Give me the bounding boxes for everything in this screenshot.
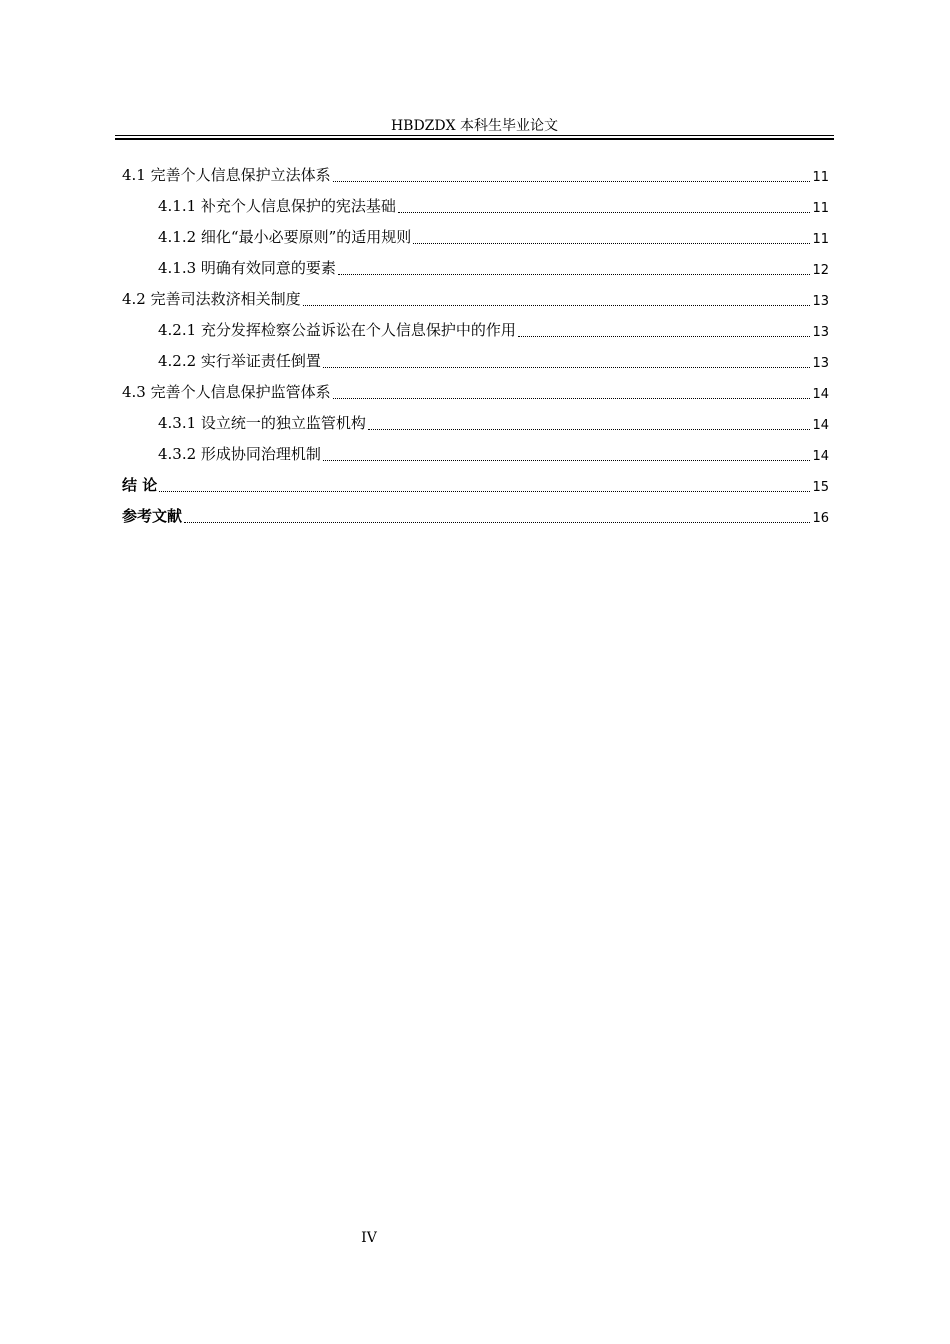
toc-entry-title: 4.2.1 充分发挥检察公益诉讼在个人信息保护中的作用 xyxy=(158,321,516,339)
header-title: HBDZDX 本科生毕业论文 xyxy=(390,118,559,134)
toc-entry[interactable] xyxy=(122,466,829,497)
toc-entry-page: 16 xyxy=(812,511,829,526)
toc-entry[interactable] xyxy=(122,187,829,218)
toc-dot-leader xyxy=(333,398,811,399)
toc-entry-page: 11 xyxy=(812,232,829,247)
toc-entry-title: 4.2 完善司法救济相关制度 xyxy=(122,290,301,308)
header-rule-thick xyxy=(115,138,834,140)
toc-entry-page: 12 xyxy=(812,263,829,278)
toc-entry[interactable] xyxy=(122,280,829,311)
toc-dot-leader xyxy=(323,460,811,461)
toc-dot-leader xyxy=(333,181,811,182)
toc-dot-leader xyxy=(338,274,811,275)
toc-entry-title: 4.1.1 补充个人信息保护的宪法基础 xyxy=(158,197,396,215)
toc-entry-page: 11 xyxy=(812,170,829,185)
toc-entry-page: 14 xyxy=(812,449,829,464)
toc-dot-leader xyxy=(518,336,811,337)
toc-entry-page: 13 xyxy=(812,294,829,309)
toc-entry-page: 11 xyxy=(812,201,829,216)
toc-entry-title: 4.3.1 设立统一的独立监管机构 xyxy=(158,414,366,432)
toc-dot-leader xyxy=(398,212,811,213)
toc-entry-title: 4.1.2 细化“最小必要原则”的适用规则 xyxy=(158,228,412,246)
toc-entry-page: 13 xyxy=(812,356,829,371)
toc-entry-title: 4.2.2 实行举证责任倒置 xyxy=(158,352,321,370)
toc-entry-page: 14 xyxy=(812,418,829,433)
toc-entry[interactable] xyxy=(122,156,829,187)
toc-entry-page: 13 xyxy=(812,325,829,340)
toc-dot-leader xyxy=(368,429,811,430)
toc-entry-page: 14 xyxy=(812,387,829,402)
toc-entry-page: 15 xyxy=(812,480,829,495)
toc-entry[interactable] xyxy=(122,218,829,249)
toc-entry[interactable] xyxy=(122,497,829,528)
toc-dot-leader xyxy=(303,305,811,306)
toc-entry[interactable] xyxy=(122,342,829,373)
toc-entry[interactable] xyxy=(122,311,829,342)
footer-page-number: IV xyxy=(361,1230,377,1246)
toc-entry-title: 4.1.3 明确有效同意的要素 xyxy=(158,259,336,277)
toc-entry[interactable] xyxy=(122,373,829,404)
toc-entry-title: 参考文献 xyxy=(122,507,183,525)
toc-dot-leader xyxy=(413,243,810,244)
toc-entry[interactable] xyxy=(122,249,829,280)
header-rule-thin xyxy=(115,135,834,136)
table-of-contents xyxy=(122,156,829,528)
toc-entry-title: 结 论 xyxy=(122,476,158,494)
toc-entry-title: 4.1 完善个人信息保护立法体系 xyxy=(122,166,331,184)
toc-entry[interactable] xyxy=(122,435,829,466)
toc-dot-leader xyxy=(184,522,810,523)
toc-dot-leader xyxy=(323,367,811,368)
toc-entry-title: 4.3.2 形成协同治理机制 xyxy=(158,445,321,463)
toc-entry-title: 4.3 完善个人信息保护监管体系 xyxy=(122,383,331,401)
toc-entry[interactable] xyxy=(122,404,829,435)
toc-dot-leader xyxy=(159,491,810,492)
